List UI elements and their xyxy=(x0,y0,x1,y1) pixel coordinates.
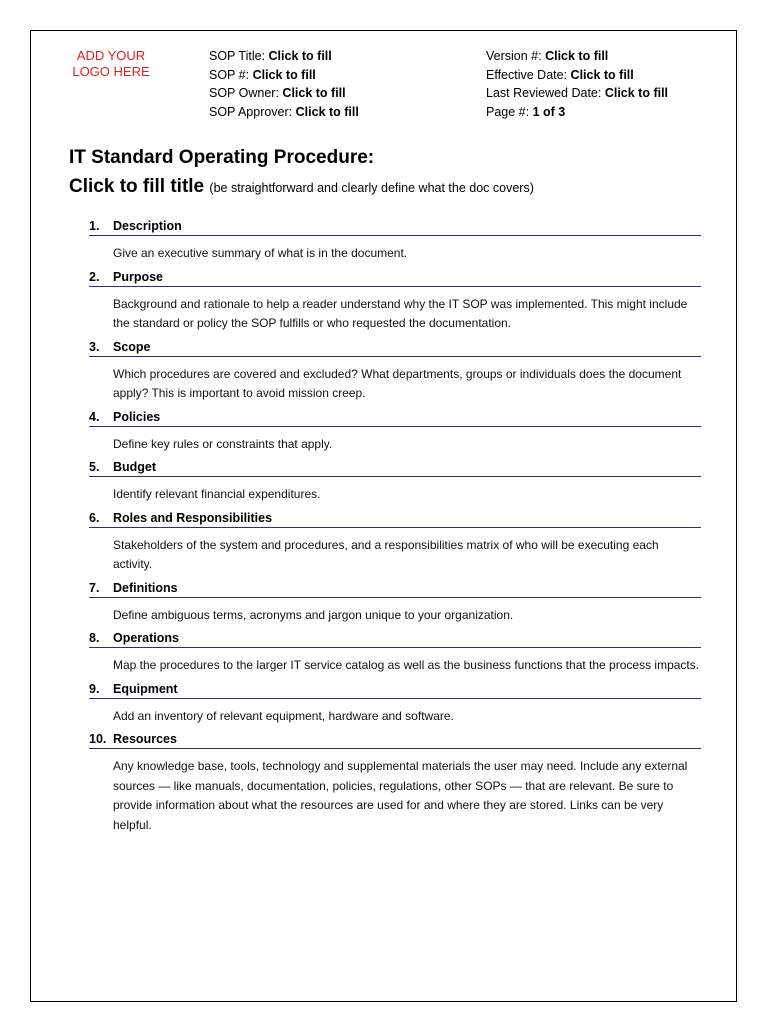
section-heading: 4. Policies xyxy=(89,410,701,427)
section-purpose xyxy=(89,270,701,334)
section-equipment xyxy=(89,682,701,727)
section-body: Stakeholders of the system and procedures, and a responsibilities matrix of who will be executing each activity. xyxy=(113,537,659,571)
section-roles-and-responsibilities xyxy=(89,511,701,575)
section-policies xyxy=(89,410,701,455)
section-description xyxy=(89,219,701,264)
field-version[interactable]: Version #: Click to fill xyxy=(486,49,609,63)
section-body: Give an executive summary of what is in the document. xyxy=(113,246,408,260)
section-definitions xyxy=(89,581,701,626)
field-last-reviewed-date[interactable]: Last Reviewed Date: Click to fill xyxy=(486,86,669,100)
section-body: Define ambiguous terms, acronyms and jargon unique to your organization. xyxy=(113,607,514,622)
section-heading: 10. Resources xyxy=(89,732,701,749)
sections-list xyxy=(89,219,701,841)
title-fill-field[interactable]: Click to fill title xyxy=(69,176,205,197)
section-body: Identify relevant financial expenditures. xyxy=(113,487,321,501)
section-body: Any knowledge base, tools, technology and supplemental materials the user may need. Include any external sources — like manuals, documentation, policies, regulations, other SOPs — that are relevant. Be sure to provide information about what the resources are used for and where they are stored. Links can be very helpful. xyxy=(113,759,688,832)
header-fields-right xyxy=(486,47,668,121)
section-scope xyxy=(89,340,701,404)
section-budget xyxy=(89,460,701,505)
section-body: Which procedures are covered and excluded? What departments, groups or individuals does the document apply? This is important to avoid mission creep. xyxy=(113,366,682,400)
header-fields-left xyxy=(209,47,359,121)
section-heading: 2. Purpose xyxy=(89,270,701,287)
document-title: IT Standard Operating Procedure: xyxy=(69,147,375,168)
field-sop-number[interactable]: SOP #: Click to fill xyxy=(209,67,316,82)
section-heading: 1. Description xyxy=(89,219,701,236)
document-subtitle[interactable] xyxy=(69,176,534,198)
section-heading: 9. Equipment xyxy=(89,682,701,699)
section-heading: 6. Roles and Responsibilities xyxy=(89,511,701,528)
section-heading: 7. Definitions xyxy=(89,581,701,598)
section-body: Define key rules or constraints that apply. xyxy=(113,436,333,451)
field-sop-owner[interactable]: SOP Owner: Click to fill xyxy=(209,86,346,100)
section-body: Map the procedures to the larger IT service catalog as well as the business functions that the process impacts. xyxy=(113,658,700,672)
document-page xyxy=(30,30,737,1002)
section-heading: 5. Budget xyxy=(89,460,701,477)
section-heading: 3. Scope xyxy=(89,340,701,357)
field-sop-title[interactable]: SOP Title: Click to fill xyxy=(209,49,332,63)
section-heading: 8. Operations xyxy=(89,631,701,648)
field-effective-date[interactable]: Effective Date: Click to fill xyxy=(486,67,634,82)
title-note: (be straightforward and clearly define what the doc covers) xyxy=(209,181,534,195)
section-body: Background and rationale to help a reader understand why the IT SOP was implemented. This might include the standard or policy the SOP fulfills or who requested the documentation. xyxy=(113,296,688,330)
section-operations xyxy=(89,631,701,676)
logo-placeholder[interactable]: ADD YOUR LOGO HERE xyxy=(72,48,150,79)
field-page-number: Page #: 1 of 3 xyxy=(486,104,566,119)
section-resources xyxy=(89,732,701,835)
field-sop-approver[interactable]: SOP Approver: Click to fill xyxy=(209,104,359,119)
section-body: Add an inventory of relevant equipment, hardware and software. xyxy=(113,708,454,723)
